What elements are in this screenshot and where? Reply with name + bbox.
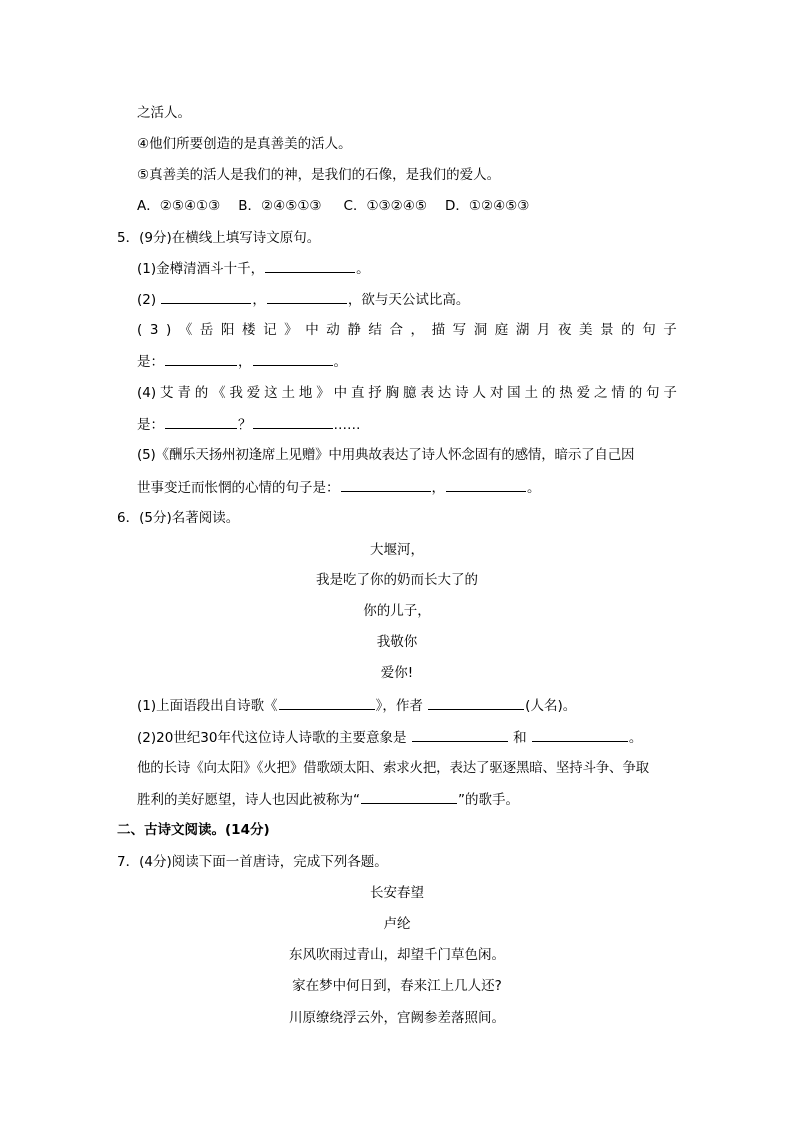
q6-item-1-end: (人名)。 — [525, 698, 577, 714]
answer-blank[interactable] — [279, 695, 375, 710]
q6-item-2-line2: 他的长诗《向太阳》《火把》借歌颂太阳、索求火把，表达了驱逐黑暗、坚持斗争、争取 — [137, 760, 649, 776]
answer-blank[interactable] — [341, 477, 431, 492]
answer-blank[interactable] — [265, 258, 355, 273]
q5-item-2-sep: ， — [252, 292, 266, 308]
q6-item-2-line3 — [137, 789, 519, 810]
q5-item-3-line: ( 3 ) 《 岳 阳 楼 记 》 中 动 静 结 合 ， 描 写 洞 庭 湖 月 夜 美 景 的 句 子 — [137, 322, 677, 338]
q5-item-5-end: 。 — [527, 480, 541, 496]
answer-blank[interactable] — [253, 414, 333, 429]
q6-item-1-text: (1)上面语段出自诗歌《 — [137, 698, 278, 714]
q7-poem-title: 长安春望 — [370, 885, 424, 901]
q5-item-1 — [137, 258, 370, 279]
q5-item-4-end: …… — [333, 417, 361, 433]
q4-options — [137, 196, 529, 216]
q5-item-4 — [137, 383, 677, 403]
q6-item-1 — [137, 695, 576, 716]
section-heading: 二、古诗文阅读。(14分) — [117, 822, 270, 838]
q7-poem-author: 卢纶 — [383, 916, 411, 932]
q4-option-d: D．①②④⑤③ — [444, 198, 530, 214]
q6-poem-line: 我敬你 — [376, 634, 418, 650]
q5-item-4-prefix: 是： — [137, 417, 164, 433]
q5-item-4-sep: ？ — [238, 417, 252, 433]
answer-blank[interactable] — [361, 789, 457, 804]
q6-poem-line: 我是吃了你的奶而长大了的 — [316, 572, 478, 588]
q5-item-5-sep: ， — [431, 480, 445, 496]
q6-item-2 — [137, 727, 642, 748]
q6-item-2-mid: 和 — [513, 730, 527, 746]
q4-text-line: 之活人。 — [137, 105, 191, 121]
answer-blank[interactable] — [267, 289, 347, 304]
q6-item-2-line3-end: ”的歌手。 — [458, 792, 519, 808]
answer-blank[interactable] — [165, 351, 237, 366]
q6-poem-line: 爱你! — [380, 665, 414, 681]
q5-item-3-prefix: 是： — [137, 354, 164, 370]
q5-item-5-cont — [137, 477, 541, 498]
answer-blank[interactable] — [428, 695, 524, 710]
answer-blank[interactable] — [446, 477, 526, 492]
q4-option-c: C．①③②④⑤ — [343, 198, 427, 214]
q5-title: 5．(9分)在横线上填写诗文原句。 — [117, 230, 321, 246]
q6-title: 6．(5分)名著阅读。 — [117, 510, 240, 526]
q7-title: 7．(4分)阅读下面一首唐诗，完成下列各题。 — [117, 854, 388, 870]
q4-option-a: A．②⑤④①③ — [137, 198, 221, 214]
q5-item-4-cont — [137, 414, 361, 435]
q5-item-2 — [137, 289, 469, 310]
q4-option-b: B．②④⑤①③ — [238, 198, 322, 214]
q7-poem-line: 川原缭绕浮云外，宫阙参差落照间。 — [289, 1010, 505, 1026]
q4-sentence-5: ⑤真善美的活人是我们的神，是我们的石像，是我们的爱人。 — [137, 167, 501, 183]
q7-poem-line: 家在梦中何日到，春来江上几人还? — [292, 978, 502, 994]
q5-item-3-end: 。 — [333, 354, 347, 370]
answer-blank[interactable] — [532, 727, 628, 742]
q5-item-3-cont — [137, 351, 347, 372]
answer-blank[interactable] — [161, 289, 251, 304]
q6-item-2-end: 。 — [628, 730, 643, 746]
q6-poem-line: 你的儿子， — [363, 603, 431, 619]
q5-item-3 — [137, 320, 677, 340]
q6-item-1-mid: 》，作者 — [375, 698, 423, 714]
q4-sentence-4: ④他们所要创造的是真善美的活人。 — [137, 136, 352, 152]
answer-blank[interactable] — [253, 351, 333, 366]
q6-item-2-text: (2)20世纪30年代这位诗人诗歌的主要意象是 — [137, 730, 407, 746]
answer-blank[interactable] — [165, 414, 237, 429]
q5-item-5: (5)《酬乐天扬州初逢席上见赠》中用典故表达了诗人怀念固有的感情，暗示了自己因 — [137, 447, 635, 463]
answer-blank[interactable] — [412, 727, 508, 742]
q5-item-3-sep: ， — [238, 354, 252, 370]
q5-item-2-text: ，欲与天公试比高。 — [347, 292, 470, 308]
q5-item-2-label: (2) — [137, 292, 157, 308]
q6-item-2-line3-text: 胜利的美好愿望，诗人也因此被称为“ — [137, 792, 360, 808]
q5-item-1-text: (1)金樽清酒斗十千， — [137, 261, 265, 277]
q5-item-1-end: 。 — [356, 261, 370, 277]
q5-item-5-prefix: 世事变迁而怅惘的心情的句子是： — [137, 480, 340, 496]
q7-poem-line: 东风吹雨过青山，却望千门草色闲。 — [289, 947, 505, 963]
q6-poem-line: 大堰河， — [370, 542, 424, 558]
q5-item-4-line: (4) 艾 青 的 《 我 爱 这 土 地 》 中 直 抒 胸 臆 表 达 诗 人 对 国 土 的 热 爱 之 情 的 句 子 — [137, 385, 677, 401]
